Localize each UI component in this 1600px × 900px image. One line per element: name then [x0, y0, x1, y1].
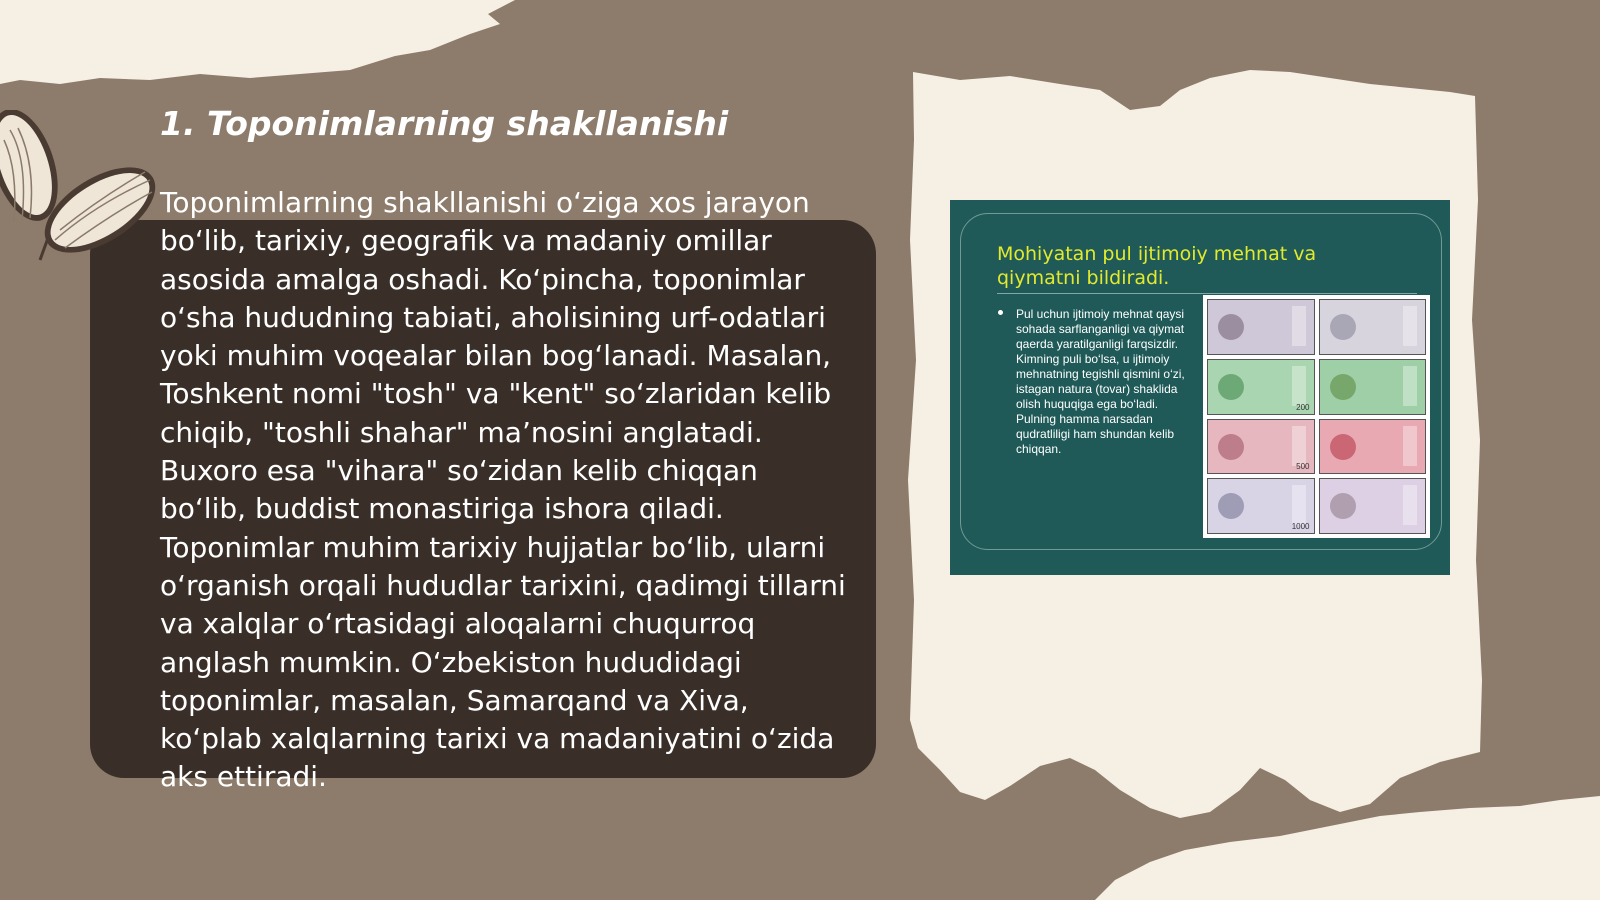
banknote-stripe	[1403, 366, 1417, 406]
banknote	[1207, 478, 1315, 534]
banknote-emblem-icon	[1218, 493, 1244, 519]
banknote-denomination: 500	[1296, 462, 1310, 472]
banknote	[1207, 359, 1315, 415]
banknote	[1319, 419, 1427, 475]
bullet-dot-icon	[998, 310, 1003, 315]
banknote	[1319, 478, 1427, 534]
butterfly-icon	[0, 110, 170, 280]
slide-title: 1. Toponimlarning shakllanishi	[160, 104, 729, 143]
banknote-emblem-icon	[1218, 374, 1244, 400]
banknote-stripe	[1403, 426, 1417, 466]
banknote-emblem-icon	[1330, 493, 1356, 519]
banknote	[1319, 359, 1427, 415]
banknote	[1207, 419, 1315, 475]
banknote-stripe	[1292, 366, 1306, 406]
banknote-emblem-icon	[1218, 314, 1244, 340]
banknote-denomination: 200	[1296, 402, 1310, 412]
embedded-slide-image	[950, 200, 1450, 575]
banknote-stripe	[1403, 485, 1417, 525]
embedded-slide-divider	[997, 293, 1417, 294]
banknote-stripe	[1292, 485, 1306, 525]
banknote-emblem-icon	[1330, 314, 1356, 340]
banknotes-grid	[1203, 295, 1430, 538]
body-paragraph: Toponimlarning shakllanishi o‘ziga xos jarayon bo‘lib, tarixiy, geografik va madaniy omillar asosida amalga oshadi. Ko‘pincha, toponimlar o‘sha hududning tabiati, aholisining urf-odatlari yoki muhim voqealar bilan bog‘lanadi. Masalan, Toshkent nomi "tosh" va "kent" so‘zlaridan kelib chiqib, "toshli shahar" ma’nosini anglatadi. Buxoro esa "vihara" so‘zidan kelib chiqqan bo‘lib, buddist monastiriga ishora qiladi. Toponimlar muhim tarixiy hujjatlar bo‘lib, ularni o‘rganish orqali hududlar tarixini, qadimgi tillarni va xalqlar o‘rtasidagi aloqalarni chuqurroq anglash mumkin. O‘zbekiston hududidagi toponimlar, masalan, Samarqand va Xiva, ko‘plab xalqlarning tarixi va madaniyatini o‘zida aks ettiradi.	[160, 186, 846, 794]
banknote-emblem-icon	[1218, 434, 1244, 460]
embedded-slide-bullet: Pul uchun ijtimoiy mehnat qaysi sohada sarflanganligi va qiymat qaerda yaratilganligi farqsizdir. Kimning puli bo‘lsa, u ijtimoiy mehnatning tegishli qismini o‘zi, istagan natura (tovar) shaklida olish huquqiga ega bo‘ladi. Pulning hamma narsadan qudratliligi ham shundan kelib chiqqan.	[1016, 307, 1185, 456]
banknote-stripe	[1292, 306, 1306, 346]
banknote-stripe	[1292, 426, 1306, 466]
top-left-paper	[0, 0, 515, 84]
banknote-stripe	[1403, 306, 1417, 346]
banknote	[1319, 299, 1427, 355]
banknote	[1207, 299, 1315, 355]
embedded-slide-title: Mohiyatan pul ijtimoiy mehnat va qiymatni bildiradi.	[997, 243, 1317, 289]
banknote-emblem-icon	[1330, 434, 1356, 460]
banknote-emblem-icon	[1330, 374, 1356, 400]
banknote-denomination: 1000	[1291, 522, 1310, 531]
